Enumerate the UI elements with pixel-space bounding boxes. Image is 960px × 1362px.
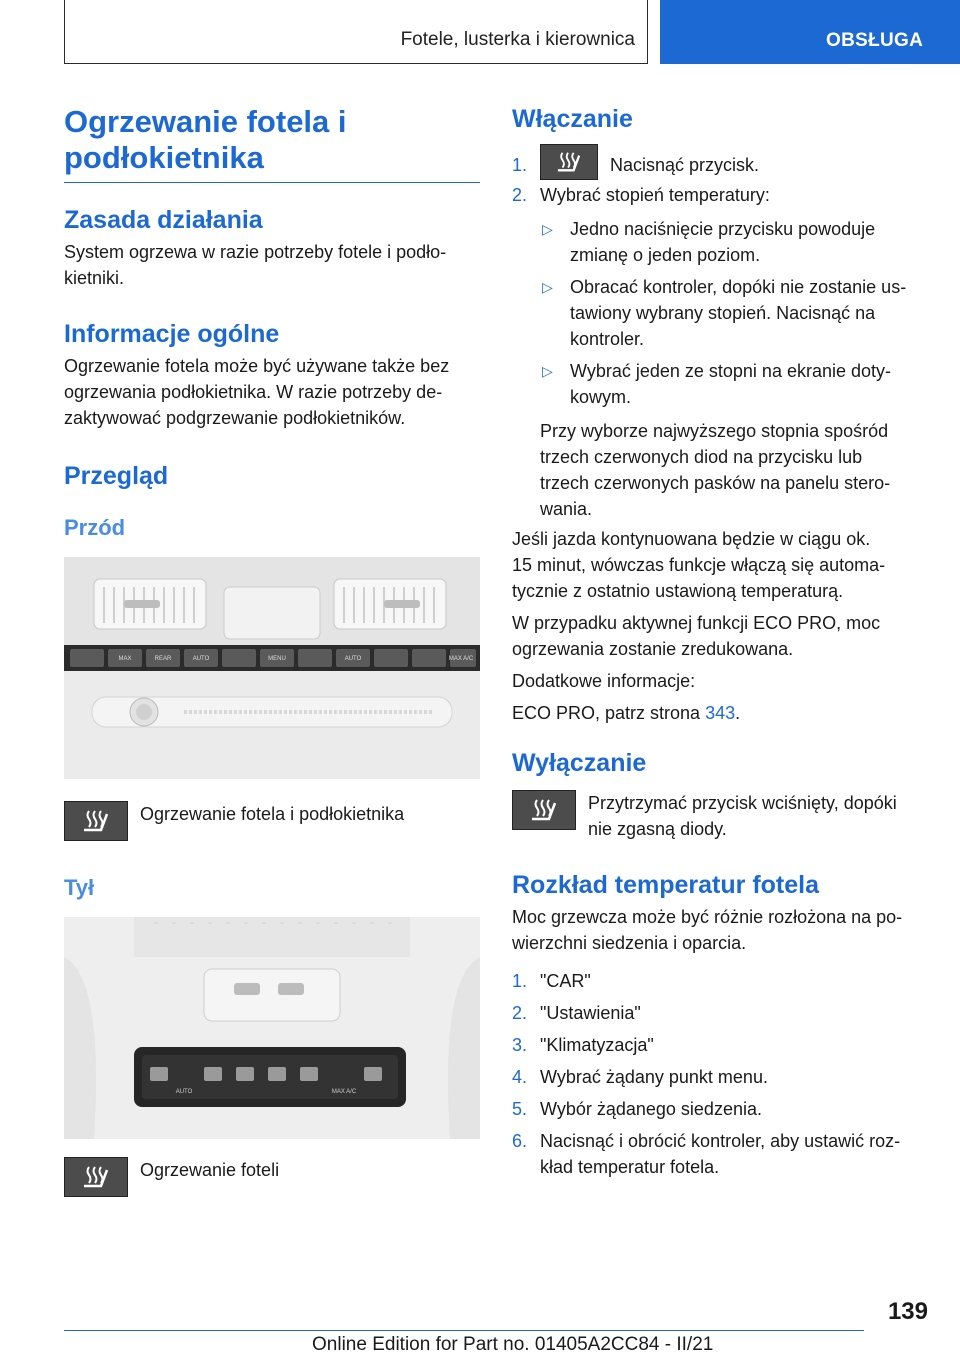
additional-info-label: Dodatkowe informacje: (512, 671, 696, 691)
page-title-line1: Ogrzewanie fotela i (64, 104, 347, 139)
bullet-line: Jedno naciśnięcie przycisku powoduje (570, 219, 876, 239)
right-column (512, 104, 928, 1180)
distribution-text (512, 904, 928, 956)
front-heading: Przód (64, 515, 126, 540)
general-text (64, 353, 480, 431)
front-panel-label: REAR (154, 656, 172, 662)
note-line: wania. (540, 499, 593, 519)
overview-heading: Przegląd (64, 462, 169, 490)
list-text: "Klimatyzacja" (540, 1035, 654, 1055)
page-number: 139 (887, 1298, 928, 1325)
bullet-item (540, 274, 928, 352)
front-console-photo (64, 557, 480, 779)
list-item (512, 1128, 928, 1180)
step-number: 2. (512, 185, 528, 205)
list-text: Wybrać żądany punkt menu. (540, 1067, 768, 1087)
left-column (64, 104, 480, 1197)
principle-heading: Zasada działania (64, 206, 263, 234)
bullet-text (570, 358, 891, 410)
list-number: 3. (512, 1035, 528, 1055)
off-text (588, 790, 897, 842)
rear-caption: Ogrzewanie foteli (140, 1160, 280, 1180)
general-text-line: zaktywować podgrzewanie podłokietników. (64, 408, 406, 428)
front-panel-label: AUTO (344, 656, 362, 662)
step-1 (512, 144, 928, 180)
step-2 (512, 182, 928, 208)
note-line: Przy wyborze najwyższego stopnia spośród (540, 421, 889, 441)
page-title-line2: podłokietnika (64, 140, 264, 175)
chapter-title: Fotele, lusterka i kierownica (400, 29, 635, 50)
bullet-text (570, 274, 906, 352)
list-item (512, 968, 928, 994)
footer-edition: Online Edition for Part no. 01405A2CC84 - II/21 (312, 1334, 714, 1355)
principle-text-line: kietniki. (64, 268, 125, 288)
rear-panel-label: MAX A/C (331, 1089, 357, 1095)
distribution-steps (512, 968, 928, 1180)
general-heading: Informacje ogólne (64, 320, 280, 348)
off-heading: Wyłączanie (512, 749, 647, 777)
list-item (512, 1032, 928, 1058)
rear-heading: Tył (64, 875, 95, 900)
reference-text: ECO PRO, patrz strona (512, 703, 706, 723)
bullet-line: kowym. (570, 387, 632, 407)
section-label: OBSŁUGA (826, 30, 924, 51)
seat-heating-icon (64, 801, 128, 841)
page-link-343[interactable]: 343 (705, 703, 736, 723)
front-caption: Ogrzewanie fotela i podłokietnika (140, 804, 405, 824)
list-text-line: Nacisnąć i obrócić kontroler, aby ustawić roz- (540, 1131, 901, 1151)
step-number: 1. (512, 155, 528, 175)
list-item (512, 1000, 928, 1026)
eco-pro-reference (512, 700, 928, 726)
front-panel-label: MAX A/C (448, 656, 474, 662)
eco-pro-text (512, 610, 928, 662)
paragraph-line: Jeśli jazda kontynuowana będzie w ciągu ok. (512, 529, 871, 549)
off-text-line: nie zgasną diody. (588, 819, 727, 839)
principle-text-line: System ogrzewa w razie potrzeby fotele i podło- (64, 242, 447, 262)
bullet-item (540, 358, 928, 410)
triangle-bullet-icon: ▷ (542, 363, 553, 379)
bullet-item (540, 216, 928, 268)
list-text: "Ustawienia" (540, 1003, 641, 1023)
rear-console-photo (64, 917, 480, 1139)
general-text-line: ogrzewania podłokietnika. W razie potrzeby de- (64, 382, 443, 402)
distribution-line: wierzchni siedzenia i oparcia. (512, 933, 747, 953)
step-text: Nacisnąć przycisk. (610, 155, 760, 175)
list-number: 1. (512, 971, 528, 991)
header-section-tab[interactable] (660, 0, 960, 64)
off-row (512, 790, 928, 842)
distribution-heading: Rozkład temperatur fotela (512, 871, 820, 899)
front-console-illustration (64, 557, 480, 779)
header-chapter-box (64, 0, 648, 64)
list-number: 2. (512, 1003, 528, 1023)
paragraph-line: tycznie z ostatnio ustawioną temperaturą. (512, 581, 844, 601)
paragraph-line: W przypadku aktywnej funkcji ECO PRO, moc (512, 613, 881, 633)
list-item (512, 1096, 928, 1122)
front-panel-label: AUTO (192, 656, 210, 662)
seat-heating-icon (64, 1157, 128, 1197)
paragraph-line: 15 minut, wówczas funkcje włączą się automa- (512, 555, 886, 575)
list-text: "CAR" (540, 971, 591, 991)
list-item (512, 1064, 928, 1090)
bullet-line: kontroler. (570, 329, 645, 349)
note-line: trzech czerwonych diod na przycisku lub (540, 447, 863, 467)
off-text-line: Przytrzymać przycisk wciśnięty, dopóki (588, 793, 897, 813)
list-number: 6. (512, 1131, 528, 1151)
bullet-text (570, 216, 875, 268)
bullet-line: zmianę o jeden poziom. (570, 245, 761, 265)
auto-resume-text (512, 526, 928, 604)
front-panel-label: MAX (118, 656, 132, 662)
page-title (64, 104, 480, 176)
list-text: Wybór żądanego siedzenia. (540, 1099, 762, 1119)
seat-heating-icon (540, 144, 598, 180)
seat-heating-icon (512, 790, 576, 830)
paragraph-line: ogrzewania zostanie zredukowana. (512, 639, 794, 659)
title-underline (64, 182, 480, 183)
rear-console-illustration (64, 917, 480, 1139)
bullet-line: Wybrać jeden ze stopni na ekranie doty- (570, 361, 892, 381)
general-text-line: Ogrzewanie fotela może być używane także bez (64, 356, 450, 376)
bullet-line: tawiony wybrany stopień. Nacisnąć na (570, 303, 876, 323)
triangle-bullet-icon: ▷ (542, 221, 553, 237)
bullet-line: Obracać kontroler, dopóki nie zostanie us- (570, 277, 907, 297)
distribution-line: Moc grzewcza może być różnie rozłożona na po- (512, 907, 903, 927)
front-caption-row (64, 801, 480, 841)
list-number: 5. (512, 1099, 528, 1119)
on-heading: Włączanie (512, 105, 633, 133)
step2-note (540, 418, 928, 522)
reference-suffix: . (735, 703, 741, 723)
list-text (540, 1128, 900, 1180)
rear-caption-row (64, 1157, 480, 1197)
front-panel-label: MENU (268, 656, 286, 662)
principle-text (64, 239, 480, 291)
step-text: Wybrać stopień temperatury: (540, 185, 770, 205)
list-text-line: kład temperatur fotela. (540, 1157, 720, 1177)
footer-rule (64, 1330, 864, 1331)
list-number: 4. (512, 1067, 528, 1087)
triangle-bullet-icon: ▷ (542, 279, 553, 295)
rear-panel-label: AUTO (175, 1089, 193, 1095)
note-line: trzech czerwonych pasków na panelu stero- (540, 473, 891, 493)
